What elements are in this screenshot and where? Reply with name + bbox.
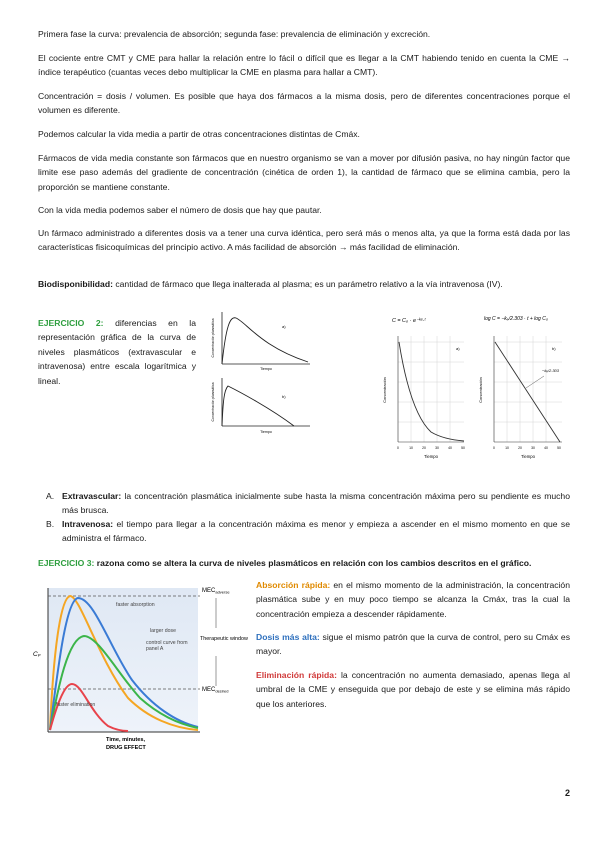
linear-panel-label: a)	[456, 346, 460, 351]
note-faster-elimination	[256, 668, 570, 711]
log-ylabel: Concentración	[478, 377, 483, 403]
linear-tick-20: 20	[422, 446, 426, 450]
linear-tick-0: 0	[397, 446, 399, 450]
exercise-2	[38, 316, 196, 388]
exercise-3-text: razona como se altera la curva de niveles plasmáticos en relación con los cambios descritos en el gráfico.	[94, 558, 532, 568]
note-faster-elimination-label: Eliminación rápida:	[256, 670, 337, 680]
figure-drug-effect	[28, 578, 250, 750]
log-panel-label: b)	[552, 346, 556, 351]
label-control-curve: control curve from panel A	[146, 640, 188, 652]
paragraph-concentration: Concentración = dosis / volumen. Es posible que haya dos fármacos a la misma dosis, pero de diferentes concentraciones porque el volumen es diferente.	[38, 91, 570, 116]
linear-tick-40: 40	[448, 446, 452, 450]
small-ylabel-bottom: Concentración plasmática	[211, 382, 215, 422]
time-axis-label: Time, minutes,	[106, 737, 146, 743]
paragraph-therapeutic-index: El cociente entre CMT y CME para hallar la relación entre lo fácil o difícil que es llegar a la CMT habiendo tenido en cuenta la CME → índice terapéutico (cuantas veces debo multiplicar la CME en plasma para hallar a CMT).	[38, 53, 570, 78]
small-panel-top: a)	[282, 324, 286, 329]
exercise-2-label: EJERCICIO 2:	[38, 318, 104, 328]
formula-logarithmic: log C = −kₑ/2.303 · t + log C₀	[484, 316, 548, 322]
label-faster-absorption: faster absorption	[116, 602, 155, 608]
paragraph-bioavailability	[38, 277, 570, 291]
list-marker: A.	[46, 491, 55, 501]
log-tick-40: 40	[544, 446, 548, 450]
cp-axis-label: Cₚ	[33, 651, 41, 658]
bioavailability-text: cantidad de fármaco que llega inalterada al plasma; es un parámetro relativo a la vía intravenosa (IV).	[112, 279, 503, 289]
list-item-text: la concentración plasmática inicialmente sube hasta la misma concentración máxima pero su pendiente es mucho más brusca.	[62, 491, 570, 516]
note-higher-dose-text: sigue el mismo patrón que la curva de control, pero su Cmáx es mayor.	[256, 632, 570, 657]
page-number: 2	[564, 788, 570, 798]
paragraph-doses: Con la vida media podemos saber el número de dosis que hay que pautar.	[38, 205, 322, 215]
linear-tick-10: 10	[409, 446, 413, 450]
list-item-text: el tiempo para llegar a la concentración máxima es menor y empieza a ascender en el mismo momento en que se administra el fármaco.	[62, 519, 570, 544]
note-higher-dose	[256, 630, 570, 659]
label-larger-dose: larger dose	[150, 628, 176, 634]
list-marker: B.	[46, 519, 55, 529]
drug-effect-caption: DRUG EFFECT	[106, 745, 146, 750]
note-faster-elimination-text: la concentración no aumenta demasiado, apenas llega al umbral de la CME y enseguida que por debajo de este y se elimina más rápido que los anteriores.	[256, 670, 570, 709]
paragraph-constant-half-life: Fármacos de vida media constante son fármacos que en nuestro organismo se van a mover por difusión pasiva, no hay ningún factor que limite ese paso además del gradiente de concentración (cinética de orden 1), la cantidad de fármaco que se elimina cambia, pero la proporción se mantiene constante.	[38, 153, 570, 192]
exercise-2-text: diferencias en la representación gráfica de la curva de niveles plasmáticos (extravascular e intravenosa) entre escala logarítmica y lineal.	[38, 318, 196, 386]
log-tick-30: 30	[531, 446, 535, 450]
note-faster-absorption-label: Absorción rápida:	[256, 580, 331, 590]
small-ylabel-top: Concentración plasmática	[211, 318, 215, 358]
log-tick-20: 20	[518, 446, 522, 450]
therapeutic-window-label: Therapeutic window	[200, 636, 248, 642]
list-item	[38, 489, 570, 518]
note-faster-absorption-text: en el mismo momento de la administración, la concentración plasmática sube y en muy poco tiempo se alcanza la Cmáx, tras la cual la concentración empieza a descender rápidamente.	[256, 580, 570, 619]
bioavailability-label: Biodisponibilidad:	[38, 279, 113, 289]
linear-xlabel: Tiempo	[424, 454, 438, 459]
small-panel-bottom: b)	[282, 394, 286, 399]
log-tick-50: 50	[557, 446, 561, 450]
paragraph-half-life-calc: Podemos calcular la vida media a partir de otras concentraciones distintas de Cmáx.	[38, 129, 360, 139]
figure-linear-log	[376, 306, 572, 466]
list-item-label: Extravascular:	[62, 491, 122, 501]
figure-plasma-curves	[210, 306, 320, 436]
small-xlabel-bottom: Tiempo	[260, 430, 272, 434]
paragraph-curve-phases: Primera fase la curva: prevalencia de absorción; segunda fase: prevalencia de eliminación y excreción.	[38, 29, 431, 39]
note-higher-dose-label: Dosis más alta:	[256, 632, 320, 642]
linear-ylabel: Concentración	[382, 377, 387, 403]
note-faster-absorption	[256, 578, 570, 621]
list-item-label: Intravenosa:	[62, 519, 114, 529]
linear-tick-30: 30	[435, 446, 439, 450]
mec-adverse-label: $MEC_{adverse}$	[202, 588, 230, 595]
log-tick-10: 10	[505, 446, 509, 450]
slope-label: −kₑ/2.303	[542, 368, 560, 373]
mec-desired-label: $MEC_{desired}$	[202, 687, 229, 694]
exercise-3-label: EJERCICIO 3:	[38, 558, 95, 568]
formula-exponential: C = C₀ · e⁻ᵏᵉ·ᵗ	[392, 318, 426, 324]
small-xlabel-top: Tiempo	[260, 367, 272, 371]
paragraph-dose-curve: Un fármaco administrado a diferentes dosis va a tener una curva idéntica, pero será más o menos alta, ya que la forma está dada por las características fisicoquímicas del principio activo. A más facilidad de absorción → más facilidad de eliminación.	[38, 228, 570, 253]
log-tick-0: 0	[493, 446, 495, 450]
log-xlabel: Tiempo	[521, 454, 535, 459]
exercise-3	[38, 556, 570, 570]
linear-tick-50: 50	[461, 446, 465, 450]
label-faster-elimination: faster elimination	[56, 702, 96, 708]
list-item	[38, 517, 570, 546]
